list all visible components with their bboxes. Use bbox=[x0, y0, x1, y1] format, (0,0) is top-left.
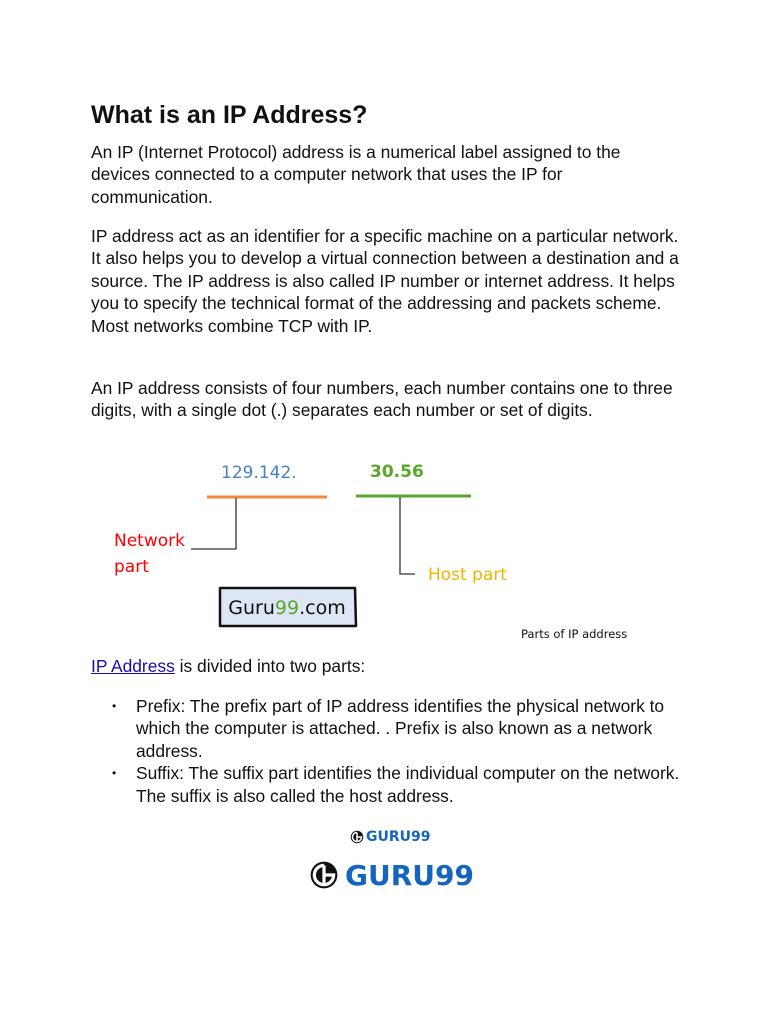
ip-address-diagram bbox=[91, 455, 691, 645]
article-title: What is an IP Address? bbox=[91, 101, 368, 129]
network-label-line1: Network bbox=[114, 531, 185, 551]
bullet-icon: • bbox=[112, 766, 117, 781]
logo-small-text: GURU99 bbox=[366, 829, 431, 845]
paragraph-parts-rest: is divided into two parts: bbox=[174, 656, 366, 676]
network-connector bbox=[191, 498, 236, 549]
logo-large-text: GURU99 bbox=[345, 858, 474, 892]
list-item bbox=[91, 762, 691, 807]
badge-suffix: .com bbox=[299, 597, 346, 619]
network-label-line2: part bbox=[114, 557, 149, 577]
paragraph-parts bbox=[91, 655, 681, 677]
list-item-text: Prefix: The prefix part of IP address identifies the physical network to which the computer is attached. . Prefix is also known as a network address. bbox=[136, 696, 665, 761]
host-octets: 30.56 bbox=[370, 462, 424, 482]
list-item bbox=[91, 695, 691, 762]
guru99-logo-icon bbox=[309, 860, 339, 890]
guru99-logo-icon bbox=[350, 830, 364, 844]
ip-address-link[interactable]: IP Address bbox=[91, 656, 175, 676]
guru99-logo-small bbox=[350, 828, 431, 846]
svg-text:Guru99.com bbox=[228, 597, 345, 619]
bullet-icon: • bbox=[112, 699, 117, 713]
ip-diagram-svg bbox=[91, 455, 691, 645]
list-item-text: Suffix: The suffix part identifies the individual computer on the network. The suffix is also called the host address. bbox=[136, 763, 680, 806]
badge-number: 99 bbox=[274, 597, 300, 619]
figure-caption: Parts of IP address bbox=[521, 627, 628, 641]
guru99-logo-large bbox=[309, 858, 474, 892]
host-label: Host part bbox=[428, 565, 507, 585]
paragraph-intro: An IP (Internet Protocol) address is a numerical label assigned to the devices connected to a computer network that uses the IP for communication. bbox=[91, 142, 621, 207]
badge-prefix: Guru bbox=[228, 597, 275, 619]
paragraph-identifier: IP address act as an identifier for a specific machine on a particular network. It also helps you to develop a virtual connection between a destination and a source. The IP address is also called IP number or internet address. It helps you to specify the technical format of the addressing and packets scheme. Most networks combine TCP with IP. bbox=[91, 226, 679, 336]
guru99-badge bbox=[220, 588, 356, 626]
host-connector bbox=[400, 497, 415, 574]
network-octets: 129.142. bbox=[221, 463, 297, 483]
paragraph-structure: An IP address consists of four numbers, each number contains one to three digits, with a single dot (.) separates each number or set of digits. bbox=[91, 378, 673, 421]
parts-list bbox=[91, 695, 691, 807]
